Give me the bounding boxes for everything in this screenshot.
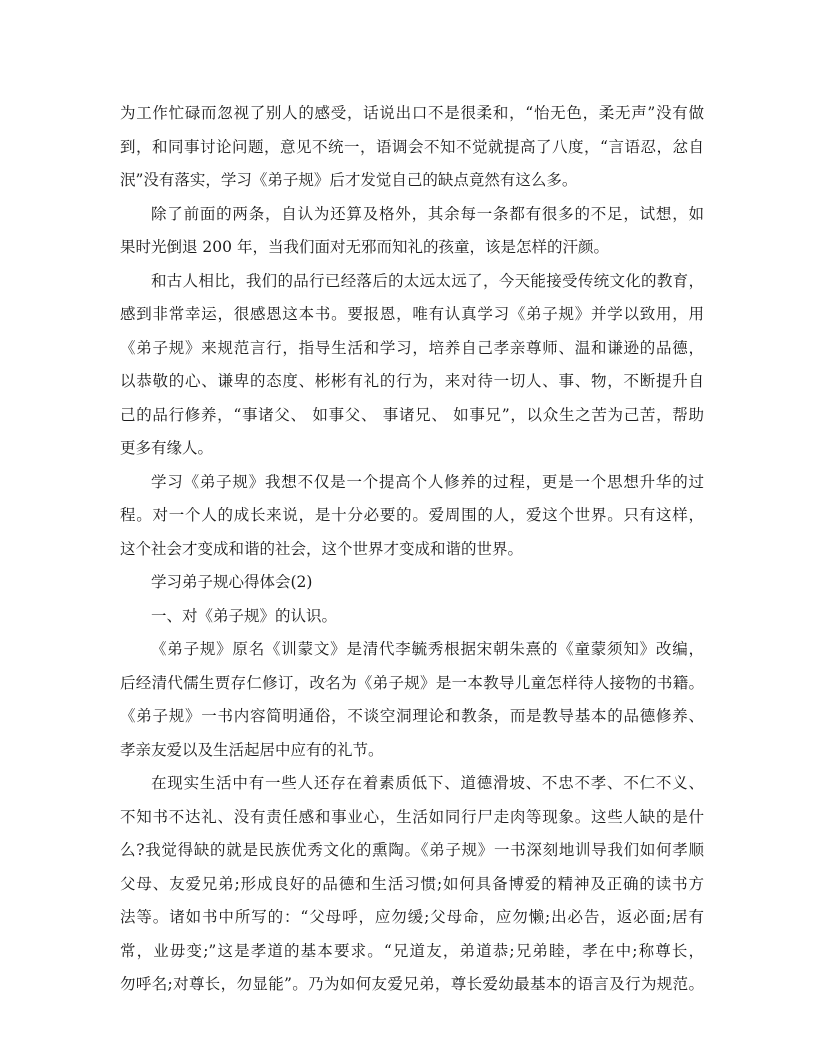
text-line: 一、对《弟子规》的认识。 [151,606,338,625]
text-line: 后经清代儒生贾存仁修订，改名为《弟子规》是一本教导儿童怎样待人接物的书籍。 [120,673,704,692]
text-line: 《弟子规》来规范言行，指导生活和学习，培养自己孝亲尊师、温和谦逊的品德， [120,338,704,357]
text-line: 《弟子规》一书内容简明通俗，不谈空洞理论和教条，而是教导基本的品德修养、 [120,707,704,725]
text-line: 法等。诸如书中所写的：“父母呼，应勿缓;父母命，应勿懒;出必告，返必面;居有 [120,908,704,926]
text-line: 和古人相比，我们的品行已经落后的太远太远了，今天能接受传统文化的教育， [151,271,704,290]
text-line: 学习《弟子规》我想不仅是一个提高个人修养的过程，更是一个思想升华的过 [151,472,704,491]
text-line: 更多有缘人。 [120,439,214,457]
text-line: 常，业毋变;”这是孝道的基本要求。“兄道友，弟道恭;兄弟睦，孝在中;称尊长， [120,941,704,960]
text-line: 在现实生活中有一些人还存在着素质低下、道德滑坡、不忠不孝、不仁不义、 [151,774,704,792]
text-line: 勿呼名;对尊长，勿显能”。乃为如何友爱兄弟，尊长爱幼最基本的语言及行为规范。 [120,975,704,993]
text-line: 泯”没有落实，学习《弟子规》后才发觉自己的缺点竟然有这么多。 [120,171,578,189]
text-line: 学习弟子规心得体会(2) [151,573,313,591]
text-line: 程。对一个人的成长来说，是十分必要的。爱周围的人，爱这个世界。只有这样， [120,506,704,524]
text-line: 感到非常幸运，很感恩这本书。要报恩，唯有认真学习《弟子规》并学以致用，用 [120,305,704,323]
text-line: 这个社会才变成和谐的社会，这个世界才变成和谐的世界。 [120,539,524,558]
text-line: 为工作忙碌而忽视了别人的感受，话说出口不是很柔和，“怡无色，柔无声”没有做 [120,104,704,122]
text-line: 孝亲友爱以及生活起居中应有的礼节。 [120,740,384,759]
text-line: 到，和同事讨论问题，意见不统一，语调会不知不觉就提高了八度，“言语忍，忿自 [120,137,704,156]
text-line: 除了前面的两条，自认为还算及格外，其余每一条都有很多的不足，试想，如 [151,204,704,223]
text-line: 父母、友爱兄弟;形成良好的品德和生活习惯;如何具备博爱的精神及正确的读书方 [120,874,704,893]
text-line: 《弟子规》原名《训蒙文》是清代李毓秀根据宋朝朱熹的《童蒙须知》改编， [151,640,704,658]
document-page [120,97,704,1002]
text-line: 己的品行修养，“事诸父、 如事父、 事诸兄、 如事兄”，以众生之苦为己苦，帮助 [120,405,704,424]
text-line: 以恭敬的心、谦卑的态度、彬彬有礼的行为，来对待一切人、事、物，不断提升自 [120,372,704,390]
text-line: 果时光倒退 200 年，当我们面对无邪而知礼的孩童，该是怎样的汗颜。 [120,238,609,256]
text-line: 么?我觉得缺的就是民族优秀文化的熏陶。《弟子规》一书深刻地训导我们如何孝顺 [120,841,704,859]
text-line: 不知书不达礼、没有责任感和事业心，生活如同行尸走肉等现象。这些人缺的是什 [120,807,704,826]
